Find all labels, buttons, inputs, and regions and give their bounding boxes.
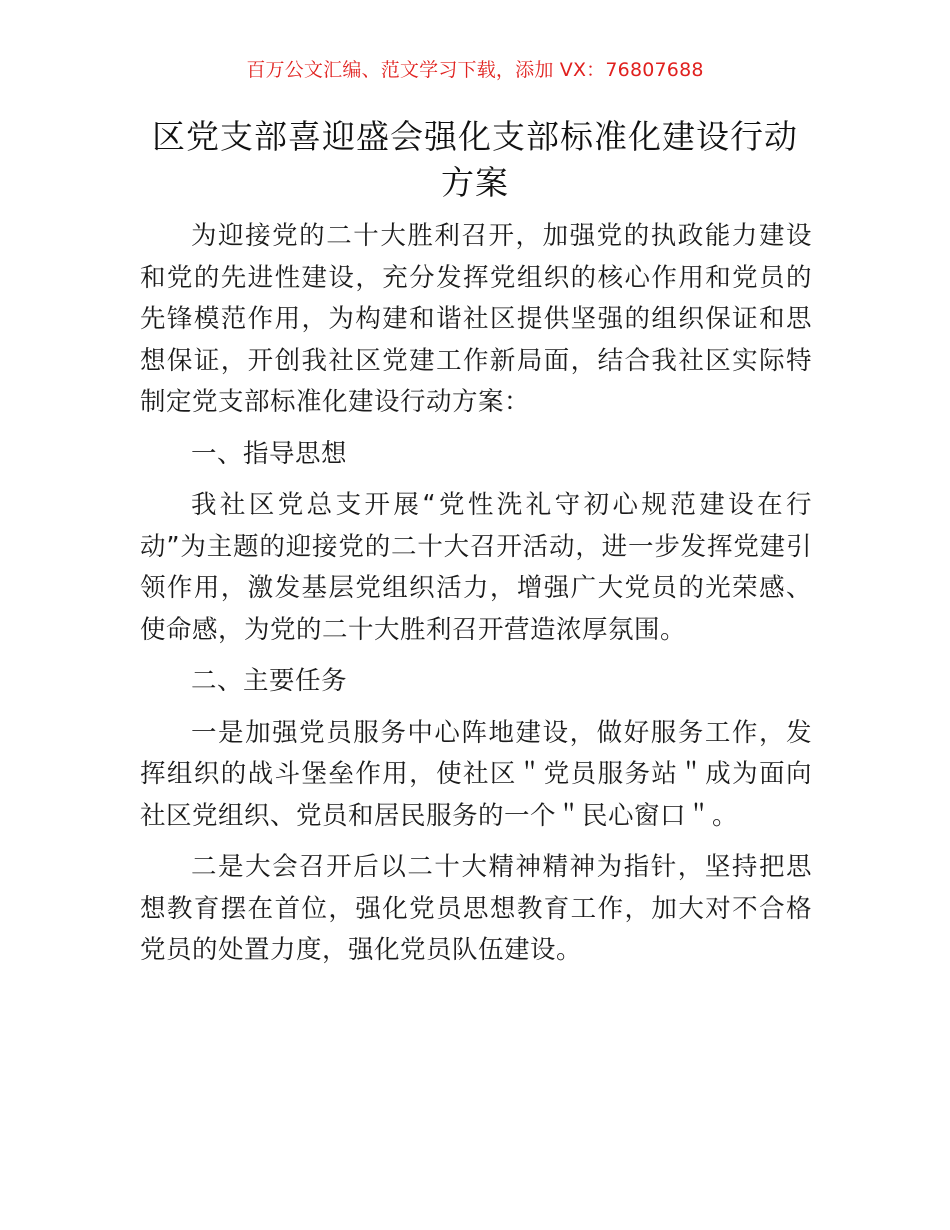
header-watermark: 百万公文汇编、范文学习下载，添加 VX：76807688 — [246, 59, 704, 81]
section-heading-guiding-ideology: 一、指导思想 — [191, 438, 348, 469]
guiding-ideology-paragraph: 我社区党总支开展“党性洗礼守初心规范建设在行动”为主题的迎接党的二十大召开活动，进一步发挥党建引领作用，激发基层党组织活力，增强广大党员的光荣感、使命感，为党的二十大胜利召开营造浓厚氛围。 — [140, 490, 812, 645]
document-body — [140, 216, 812, 972]
main-task-item-1: 一是加强党员服务中心阵地建设，做好服务工作，发挥组织的战斗堡垒作用，使社区＂党员服务站＂成为面向社区党组织、党员和居民服务的一个＂民心窗口＂。 — [140, 717, 812, 831]
section-heading-main-tasks: 二、主要任务 — [191, 666, 348, 696]
document-title: 区党支部喜迎盛会强化支部标准化建设行动方案 — [152, 117, 798, 202]
main-task-item-2: 二是大会召开后以二十大精神精神为指针，坚持把思想教育摆在首位，强化党员思想教育工作，加大对不合格党员的处置力度，强化党员队伍建设。 — [140, 852, 812, 965]
intro-paragraph: 为迎接党的二十大胜利召开，加强党的执政能力建设和党的先进性建设，充分发挥党组织的核心作用和党员的先锋模范作用，为构建和谐社区提供坚强的组织保证和思想保证，开创我社区党建工作新局面，结合我社区实际特制定党支部标准化建设行动方案： — [140, 221, 812, 417]
